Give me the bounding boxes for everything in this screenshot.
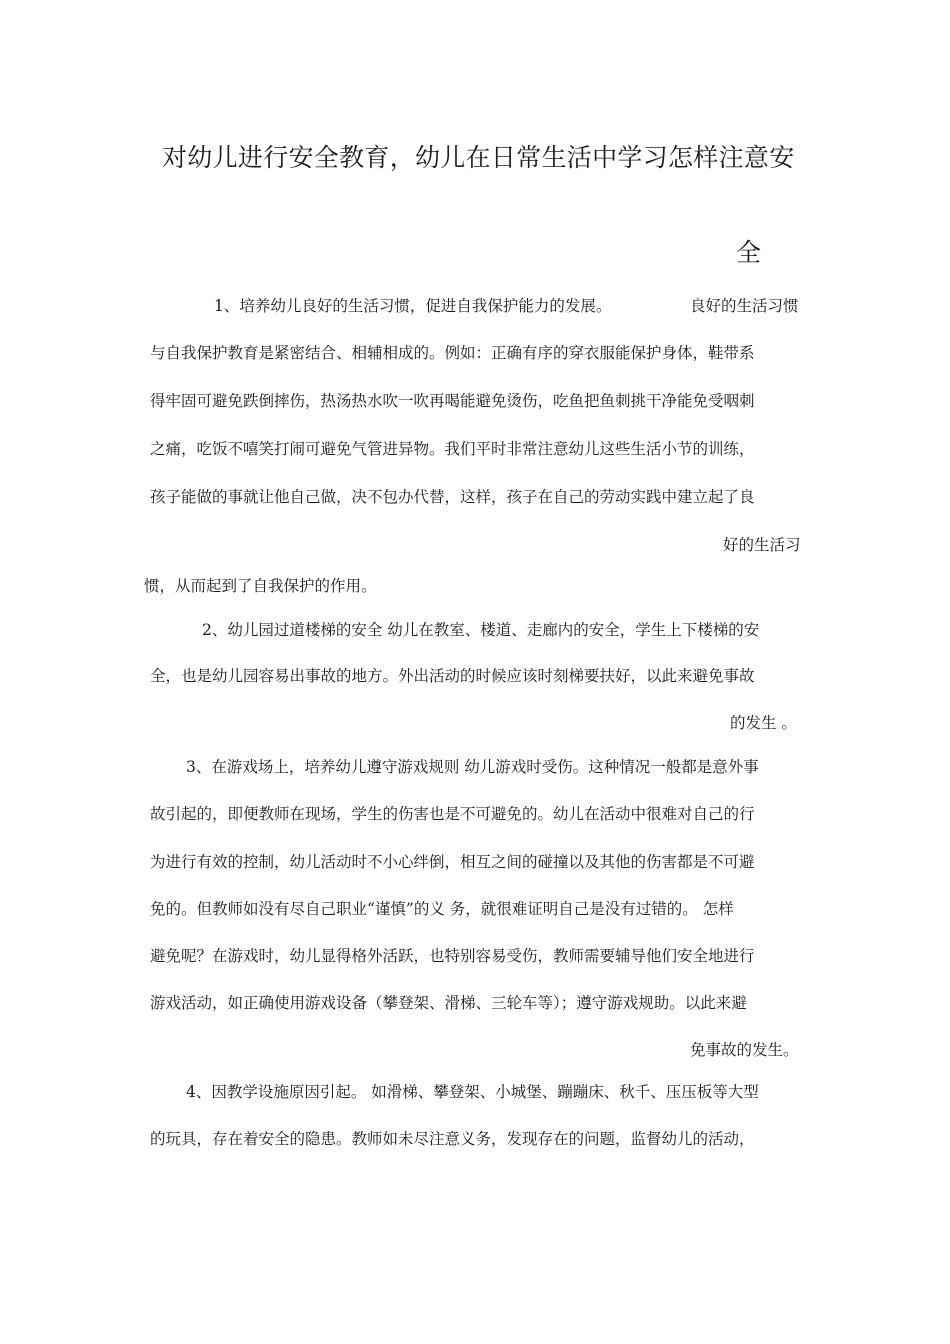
- paragraph-1-line: 良好的生活习惯: [690, 297, 799, 315]
- paragraph-2-line: 的发生 。: [730, 714, 797, 732]
- paragraph-2-line: 2、幼儿园过道楼梯的安全 幼儿在教室、楼道、走廊内的安全，学生上下楼梯的安: [202, 621, 760, 639]
- paragraph-2-line: 全，也是幼儿园容易出事故的地方。外出活动的时候应该时刻梯要扶好，以此来避免事故: [150, 667, 755, 685]
- paragraph-1-line: 好的生活习: [723, 536, 801, 554]
- paragraph-3-line: 3、在游戏场上，培养幼儿遵守游戏规则 幼儿游戏时受伤。这种情况一般都是意外事: [186, 758, 759, 776]
- paragraph-4-line: 的玩具，存在着安全的隐患。教师如未尽注意义务，发现存在的问题，监督幼儿的活动，: [150, 1130, 755, 1148]
- paragraph-1-line: 孩子能做的事就让他自己做，决不包办代替，这样，孩子在自己的劳动实践中建立起了良: [150, 488, 755, 506]
- paragraph-1-line: 惯，从而起到了自我保护的作用。: [144, 577, 377, 595]
- paragraph-1-line: 1、培养幼儿良好的生活习惯，促进自我保护能力的发展。: [214, 297, 612, 315]
- paragraph-4-line: 4、因教学设施原因引起。 如滑梯、攀登架、小城堡、蹦蹦床、秋千、压压板等大型: [186, 1083, 759, 1101]
- paragraph-1-line: 与自我保护教育是紧密结合、相辅相成的。例如：正确有序的穿衣服能保护身体，鞋带系: [150, 344, 755, 362]
- paragraph-3-line: 故引起的，即便教师在现场，学生的伤害也是不可避免的。幼儿在活动中很难对自己的行: [150, 805, 755, 823]
- paragraph-3-line: 为进行有效的控制，幼儿活动时不小心绊倒，相互之间的碰撞以及其他的伤害都是不可避: [150, 853, 755, 871]
- paragraph-3-line: 免的。但教师如没有尽自己职业“谨慎”的义 务，就很难证明自己是没有过错的。 怎样: [150, 900, 734, 918]
- paragraph-3-line: 游戏活动，如正确使用游戏设备（攀登架、滑梯、三轮车等）；遵守游戏规助。以此来避: [150, 994, 747, 1012]
- document-title-continuation: 全: [736, 238, 762, 267]
- paragraph-3-line: 避免呢？在游戏时，幼儿显得格外活跃，也特别容易受伤，教师需要辅导他们安全地进行: [150, 947, 755, 965]
- paragraph-1-line: 之痛，吃饭不嘻笑打闹可避免气管进异物。我们平时非常注意幼儿这些生活小节的训练，: [150, 440, 755, 458]
- paragraph-1-line: 得牢固可避免跌倒摔伤，热汤热水吹一吹再喝能避免烫伤，吃鱼把鱼刺挑干净能免受咽刺: [150, 392, 755, 410]
- paragraph-3-line: 免事故的发生。: [690, 1041, 799, 1059]
- document-title: 对幼儿进行安全教育，幼儿在日常生活中学习怎样注意安: [162, 143, 795, 172]
